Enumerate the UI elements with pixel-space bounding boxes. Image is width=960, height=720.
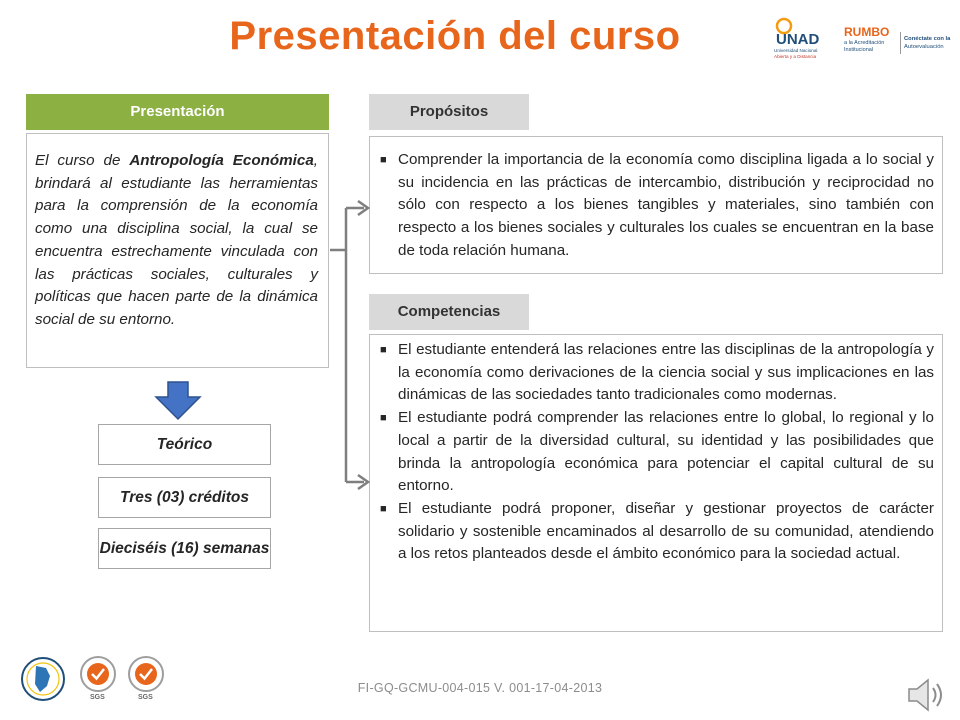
conectate-logo-line1: Conéctate con la: [904, 36, 951, 42]
presentacion-text-box: [26, 133, 329, 368]
rumbo-logo: [842, 22, 900, 56]
bullet-square-icon: ■: [380, 154, 387, 166]
bullet-square-icon: ■: [380, 412, 387, 425]
presentacion-header: Presentación: [26, 94, 329, 130]
conectate-logo: [900, 32, 959, 54]
competencias-box: [369, 334, 943, 632]
presentacion-text-after: , brindará al estudiante las herramientas para la comprensión de la economía como una disciplina social, la cual se encuentra estrechamente vinculada con las prácticas sociales, culturales y políticas que hacen parte de la dinámica social de su entorno.: [35, 152, 318, 328]
competencia-item: [378, 407, 934, 498]
rumbo-logo-line1: a la Acreditación: [844, 40, 885, 46]
course-credits: Tres (03) créditos: [120, 488, 249, 506]
competencias-header: Competencias: [369, 294, 529, 330]
course-type: Teórico: [156, 435, 213, 453]
bullet-square-icon: ■: [380, 502, 387, 515]
unad-logo-line2: Abierta y a Distancia: [774, 54, 817, 59]
course-weeks-box: [98, 528, 271, 569]
proposito-text: Comprender la importancia de la economía como disciplina ligada a lo social y su incidencia en las prácticas de intercambio, distribución y reciprocidad no sólo con respecto a los bienes tangibles y materiales, sino también con respecto a los bienes sociales y culturales los cuales se encuentran en la base de toda relación humana.: [398, 151, 934, 259]
sgs-label: SGS: [138, 694, 153, 701]
competencia-text: El estudiante podrá comprender las relaciones entre lo global, lo regional y lo local a partir de la diversidad cultural, su identidad y las posibilidades que brinda la antropología económica para potenciar el capital cultural de su entorno.: [398, 409, 934, 495]
unad-logo: [770, 14, 830, 60]
course-weeks: Dieciséis (16) semanas: [99, 539, 270, 557]
competencia-item: [378, 339, 934, 407]
course-name: Antropología Económica: [129, 152, 314, 169]
document-code: FI-GQ-GCMU-004-015 V. 001-17-04-2013: [357, 681, 603, 695]
bullet-square-icon: ■: [380, 344, 387, 356]
course-credits-box: [98, 477, 271, 518]
presentacion-text-before: El curso de: [35, 152, 130, 169]
unad-logo-line1: Universidad Nacional: [774, 48, 818, 53]
connector-arrows: [328, 195, 372, 490]
proposito-item: [378, 149, 934, 263]
sgs-label: SGS: [90, 694, 105, 701]
propositos-box: [369, 136, 943, 274]
competencia-item: [378, 498, 934, 566]
down-arrow-icon: [154, 381, 202, 421]
rumbo-logo-word: RUMBO: [844, 25, 890, 39]
competencia-text: El estudiante podrá proponer, diseñar y gestionar proyectos de carácter solidario y sostenible encaminados al desarrollo de su comunidad, atendiendo a los retos planteados desde el ámbito económico para la sociedad actual.: [398, 499, 934, 563]
propositos-header: Propósitos: [369, 94, 529, 130]
slide-title: Presentación del curso: [229, 14, 681, 58]
conectate-logo-line2: Autoevaluación: [904, 44, 944, 50]
competencia-text: El estudiante entenderá las relaciones entre las disciplinas de la antropología y la economía como derivaciones de la ciencia social y sus implicaciones en las dinámicas de las sociedades tanto tradicionales como modernas.: [398, 341, 934, 404]
colombia-shield-icon: [20, 656, 66, 702]
course-type-box: [98, 424, 271, 465]
rumbo-logo-line2: Institucional: [844, 47, 874, 53]
unad-logo-mark: UNAD: [776, 31, 820, 48]
speaker-icon[interactable]: [906, 676, 948, 714]
